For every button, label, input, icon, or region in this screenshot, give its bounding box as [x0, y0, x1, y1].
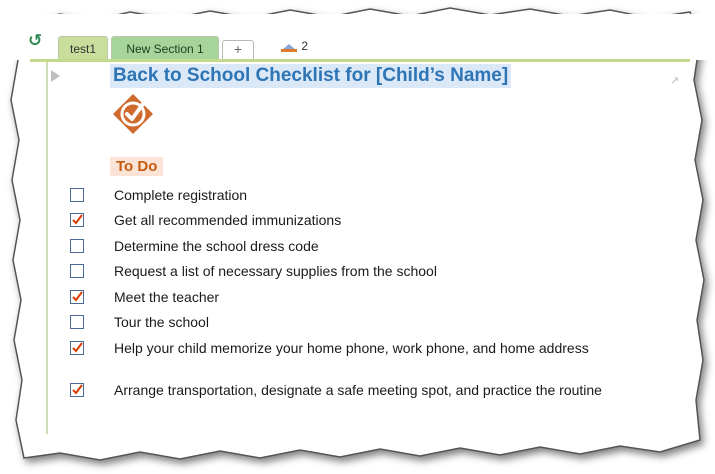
page-title[interactable]: Back to School Checklist for [Child’s Name] — [110, 64, 511, 88]
task-text[interactable]: Request a list of necessary supplies from the school — [114, 263, 437, 279]
task-checkbox[interactable] — [70, 239, 84, 253]
expand-icon[interactable]: ↗ — [670, 75, 680, 87]
task-checkbox-checked[interactable] — [70, 341, 84, 355]
task-checkbox-checked[interactable] — [70, 290, 84, 304]
notebook-sync-icon — [280, 41, 298, 53]
section-tab-bar — [0, 14, 715, 60]
task-item — [0, 237, 700, 257]
sync-count: 2 — [301, 39, 309, 53]
task-text[interactable]: Tour the school — [114, 314, 209, 330]
task-text[interactable]: Help your child memorize your home phone, work phone, and home address — [114, 340, 589, 356]
task-checkbox-checked[interactable] — [70, 383, 84, 397]
task-item — [0, 262, 700, 282]
task-text[interactable]: Get all recommended immunizations — [114, 212, 342, 228]
task-item — [0, 186, 700, 206]
task-item — [0, 339, 700, 377]
task-checkbox[interactable] — [70, 188, 84, 202]
add-section-button[interactable]: + — [222, 40, 254, 60]
tab-test1[interactable]: test1 — [58, 36, 108, 61]
checkmark-icon — [71, 342, 83, 354]
checkmark-icon — [71, 214, 83, 226]
task-item — [0, 288, 700, 308]
task-text[interactable]: Meet the teacher — [114, 289, 220, 305]
task-text[interactable]: Determine the school dress code — [114, 238, 319, 254]
todo-heading[interactable]: To Do — [110, 157, 163, 176]
notebook-sync-indicator[interactable] — [280, 39, 308, 53]
tab-new-section-1[interactable]: New Section 1 — [111, 36, 219, 61]
checkmark-logo-icon — [110, 92, 156, 136]
checkmark-icon — [71, 291, 83, 303]
task-checkbox[interactable] — [70, 315, 84, 329]
back-arrow-icon[interactable]: ↺ — [28, 31, 43, 50]
task-item — [0, 313, 700, 333]
task-text[interactable]: Complete registration — [114, 187, 248, 203]
checkmark-icon — [71, 384, 83, 396]
task-checkbox[interactable] — [70, 264, 84, 278]
task-item — [0, 211, 700, 231]
task-checkbox-checked[interactable] — [70, 213, 84, 227]
task-item — [0, 381, 700, 419]
task-text[interactable]: Arrange transportation, designate a safe meeting spot, and practice the routine — [114, 382, 602, 398]
